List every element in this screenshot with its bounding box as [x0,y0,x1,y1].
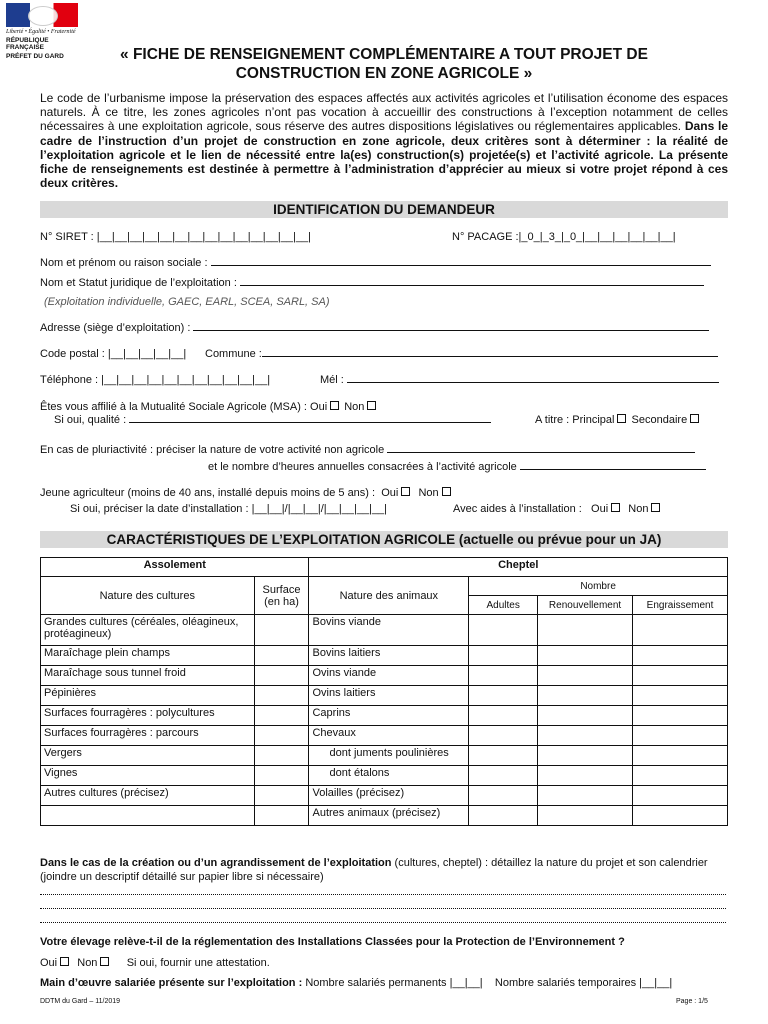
qualite-field[interactable]: Si oui, qualité : [54,414,491,426]
prefect-label: PRÉFET DU GARD [6,53,64,60]
msa-non-checkbox[interactable]: Non [344,401,378,413]
col-renouvellement: Renouvellement [538,596,633,615]
surface-cell[interactable] [254,766,309,786]
renouvellement-cell[interactable] [538,766,633,786]
animal-cell: dont étalons [309,766,469,786]
footer-page: Page : 1/5 [676,998,708,1005]
code-postal-field[interactable]: Code postal : |__|__|__|__|__| [40,348,187,360]
siret-field[interactable]: N° SIRET : |__|__|__|__|__|__|__|__|__|__|__|__|__|__| [40,231,311,243]
adultes-cell[interactable] [469,686,538,706]
main-oeuvre-field[interactable]: Main d’œuvre salariée présente sur l’exploitation : Nombre salariés permanents |__|__| Nombre salariés temporaires |__|__| [40,977,673,989]
engraissement-cell[interactable] [633,786,728,806]
culture-cell [41,806,255,826]
adresse-field[interactable]: Adresse (siège d’exploitation) : [40,322,709,334]
table-row [41,726,728,746]
adultes-cell[interactable] [469,746,538,766]
table-row [41,706,728,726]
animal-cell: Autres animaux (précisez) [309,806,469,826]
msa-question: Êtes vous affilié à la Mutualité Sociale Agricole (MSA) : Oui Non [40,401,378,413]
renouvellement-cell[interactable] [538,706,633,726]
adultes-cell[interactable] [469,766,538,786]
surface-cell[interactable] [254,706,309,726]
projet-line-2[interactable] [40,908,726,909]
renouvellement-cell[interactable] [538,726,633,746]
adultes-cell[interactable] [469,806,538,826]
nom-field[interactable]: Nom et prénom ou raison sociale : [40,257,711,269]
logo-motto: Liberté • Égalité • Fraternité [6,29,76,35]
surface-cell[interactable] [254,786,309,806]
table-row [41,806,728,826]
heures-field[interactable]: et le nombre d’heures annuelles consacrées à l’activité agricole [208,461,706,473]
aides-non-checkbox[interactable]: Non [625,503,662,515]
section-caracteristiques-title: CARACTÉRISTIQUES DE L’EXPLOITATION AGRICOLE (actuelle ou prévue pour un JA) [40,531,728,548]
commune-field[interactable]: Commune : [205,348,718,360]
table-row [41,786,728,806]
adultes-cell[interactable] [469,726,538,746]
col-adultes: Adultes [469,596,538,615]
surface-cell[interactable] [254,726,309,746]
adultes-cell[interactable] [469,786,538,806]
pacage-field[interactable]: N° PACAGE :|_0_|_3_|_0_|__|__|__|__|__|__| [452,231,676,243]
surface-cell[interactable] [254,806,309,826]
icpe-question: Votre élevage relève-t-il de la réglementation des Installations Classées pour la Protection de l’Environnement ? [40,936,625,948]
icpe-non-checkbox[interactable]: Non [77,957,111,969]
engraissement-cell[interactable] [633,806,728,826]
culture-cell: Pépinières [41,686,255,706]
ja-oui-checkbox[interactable]: Oui [378,487,412,499]
animal-cell: Bovins viande [309,615,469,646]
table-row [41,646,728,666]
ja-non-checkbox[interactable]: Non [415,487,452,499]
animal-cell: Chevaux [309,726,469,746]
col-nature-animaux: Nature des animaux [309,577,469,615]
projet-question: Dans le cas de la création ou d’un agrandissement de l’exploitation (cultures, cheptel) : détaillez la nature du projet et son calendrier (joindre un descriptif détaillé sur papier libre si nécessaire) [40,857,708,883]
a-titre-field [535,414,701,426]
icpe-oui-checkbox[interactable]: Oui [40,957,71,969]
table-row [41,746,728,766]
animal-cell: Bovins laitiers [309,646,469,666]
culture-cell: Surfaces fourragères : parcours [41,726,255,746]
marianne-logo [6,3,78,60]
assolement-header: Assolement [41,558,309,577]
renouvellement-cell[interactable] [538,615,633,646]
animal-cell: Caprins [309,706,469,726]
telephone-field[interactable]: Téléphone : |__|__|__|__|__|__|__|__|__|__|__| [40,374,271,386]
animal-cell: Ovins laitiers [309,686,469,706]
culture-cell: Vignes [41,766,255,786]
aides-question: Avec aides à l’installation : Oui Non [453,503,662,515]
adultes-cell[interactable] [469,615,538,646]
intro-paragraph: Le code de l’urbanisme impose la préservation des espaces affectés aux activités agricoles et l’utilisation économe des espaces naturels. À ce titre, les zones agricoles n’ont pas vocation à accueillir des constructions à l’exception notamment de celles nécessaires à une exploitation agricole, sous réserve des autres dispositions législatives ou réglementaires applicables. Dans le cadre de l’instruction d’un projet de construction en zone agricole, deux critères sont à déterminer : la réalité de l’exploitation agricole et le lien de nécessité entre la(es) construction(s) projetée(s) et l’activité agricole. La présente fiche de renseignements est destinée à permettre à l’administration d’apprécier au mieux si votre projet répond à ces deux critères. [40,91,728,191]
col-nature-cultures: Nature des cultures [41,577,255,615]
engraissement-cell[interactable] [633,746,728,766]
adultes-cell[interactable] [469,646,538,666]
animal-cell: Ovins viande [309,666,469,686]
cheptel-header: Cheptel [309,558,728,577]
animal-cell: Volailles (précisez) [309,786,469,806]
renouvellement-cell[interactable] [538,686,633,706]
surface-cell[interactable] [254,646,309,666]
table-row [41,666,728,686]
renouvellement-cell[interactable] [538,786,633,806]
culture-cell: Maraîchage plein champs [41,646,255,666]
surface-cell[interactable] [254,746,309,766]
engraissement-cell[interactable] [633,766,728,786]
flag-icon [6,3,78,27]
icpe-answer: Oui Non Si oui, fournir une attestation. [40,957,270,969]
renouvellement-cell[interactable] [538,666,633,686]
date-installation-field[interactable]: Si oui, préciser la date d’installation : |__|__|/|__|__|/|__|__|__|__| [70,503,388,515]
projet-line-1[interactable] [40,894,726,895]
msa-oui-checkbox[interactable]: Oui [310,401,341,413]
projet-line-3[interactable] [40,922,726,923]
engraissement-cell[interactable] [633,615,728,646]
table-row [41,686,728,706]
col-surface: Surface (en ha) [254,577,309,615]
renouvellement-cell[interactable] [538,646,633,666]
culture-cell: Maraîchage sous tunnel froid [41,666,255,686]
engraissement-cell[interactable] [633,726,728,746]
surface-cell[interactable] [254,666,309,686]
table-row [41,615,728,646]
adultes-cell[interactable] [469,666,538,686]
principal-checkbox[interactable]: A titre : Principal [535,414,628,426]
col-nombre: Nombre [469,577,728,596]
renouvellement-cell[interactable] [538,806,633,826]
statut-field[interactable]: Nom et Statut juridique de l’exploitation : [40,277,704,289]
pluriactivite-field[interactable]: En cas de pluriactivité : préciser la nature de votre activité non agricole [40,444,695,456]
table-row [41,766,728,786]
surface-cell[interactable] [254,686,309,706]
animal-cell: dont juments poulinières [309,746,469,766]
republic-label: RÉPUBLIQUE FRANÇAISE [6,37,49,51]
section-identification-title: IDENTIFICATION DU DEMANDEUR [40,201,728,218]
culture-cell: Grandes cultures (céréales, oléagineux, protéagineux) [41,615,255,646]
aides-oui-checkbox[interactable]: Oui [585,503,622,515]
exploitation-table [40,557,728,826]
culture-cell: Vergers [41,746,255,766]
page-title: « FICHE DE RENSEIGNEMENT COMPLÉMENTAIRE A TOUT PROJET DE CONSTRUCTION EN ZONE AGRICOLE » [120,46,648,82]
engraissement-cell[interactable] [633,646,728,666]
surface-cell[interactable] [254,615,309,646]
renouvellement-cell[interactable] [538,746,633,766]
secondaire-checkbox[interactable]: Secondaire [632,414,702,426]
culture-cell: Surfaces fourragères : polycultures [41,706,255,726]
engraissement-cell[interactable] [633,666,728,686]
culture-cell: Autres cultures (précisez) [41,786,255,806]
mel-field[interactable]: Mél : [320,374,719,386]
engraissement-cell[interactable] [633,686,728,706]
jeune-agriculteur-question: Jeune agriculteur (moins de 40 ans, installé depuis moins de 5 ans) : Oui Non [40,487,453,499]
statut-hint: (Exploitation individuelle, GAEC, EARL, SCEA, SARL, SA) [44,296,330,308]
footer-left: DDTM du Gard – 11/2019 [40,998,121,1005]
col-engraissement: Engraissement [633,596,728,615]
adultes-cell[interactable] [469,706,538,726]
engraissement-cell[interactable] [633,706,728,726]
